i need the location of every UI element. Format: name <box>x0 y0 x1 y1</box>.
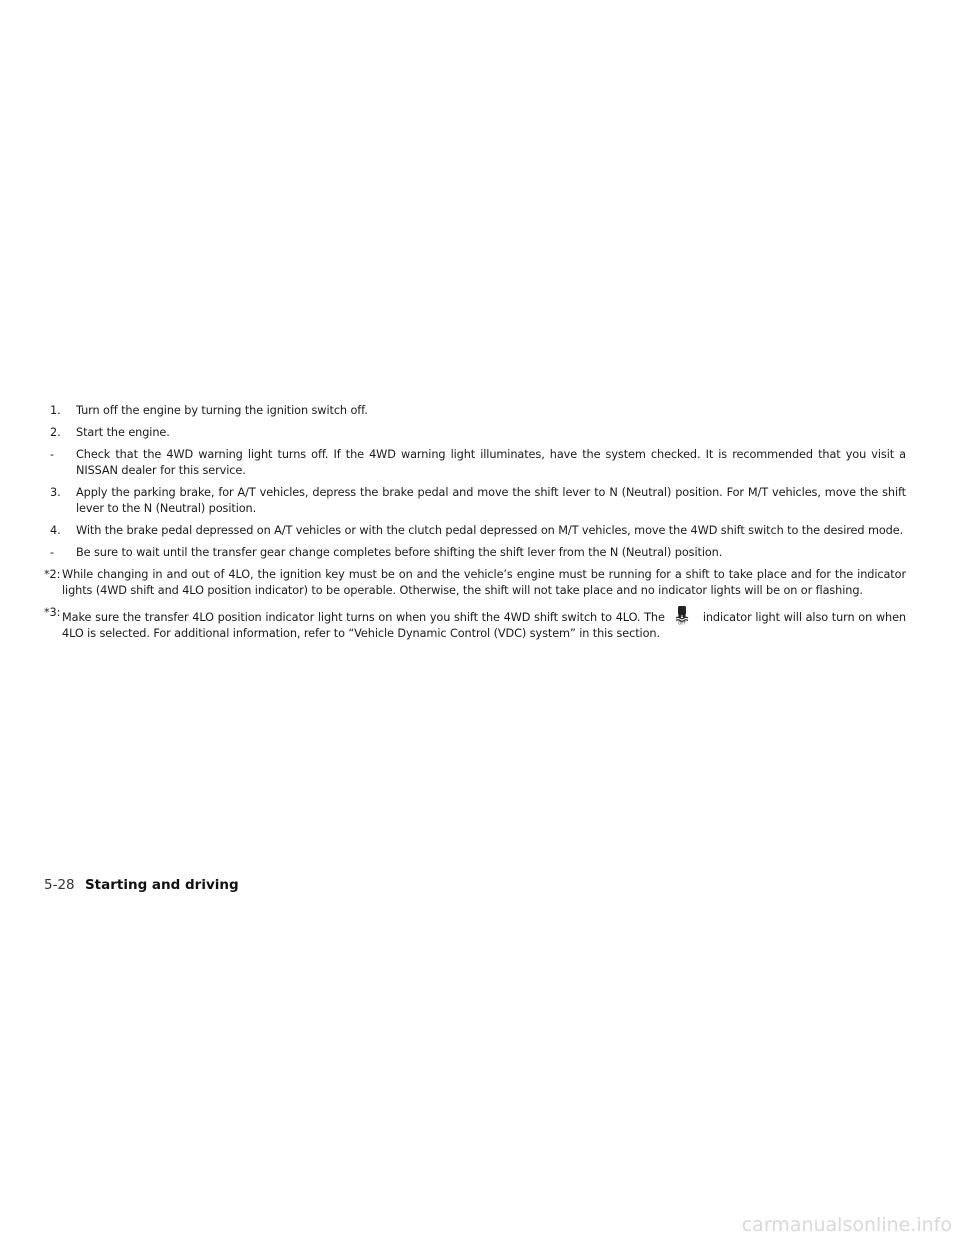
vdc-off-indicator-icon <box>669 605 695 625</box>
step-text: Apply the parking brake, for A/T vehicles, depress the brake pedal and move the shift lever to N (Neutral) position. For M/T vehicles, move the shift lever to the N (Neutral) position. <box>76 486 906 515</box>
step-text: Check that the 4WD warning light turns off. If the 4WD warning light illuminates, have the system checked. It is recommended that you visit a NISSAN dealer for this service. <box>76 448 906 477</box>
svg-text:OFF: OFF <box>678 620 686 625</box>
footnote-text-after-icon: indicator light will also turn on when 4LO is selected. For additional information, refer to “Vehicle Dynamic Control (VDC) system” in this section. <box>62 611 906 640</box>
footnote-text <box>62 605 906 642</box>
footnote-text: While changing in and out of 4LO, the ignition key must be on and the vehicle’s engine must be running for a shift to take place and for the indicator lights (4WD shift and 4LO position indicator) to be operable. Otherwise, the shift will not take place and no indicator lights will be on or flashing. <box>62 568 906 597</box>
page-footer <box>44 877 239 893</box>
watermark: carmanualsonline.info <box>741 1214 952 1236</box>
step-1 <box>44 403 906 419</box>
step-text: Turn off the engine by turning the ignition switch off. <box>76 404 368 417</box>
step-marker: 1. <box>50 404 61 417</box>
footnote-text-before-icon: Make sure the transfer 4LO position indicator light turns on when you shift the 4WD shift switch to 4LO. The <box>62 611 665 624</box>
step-text: Be sure to wait until the transfer gear change completes before shifting the shift lever from the N (Neutral) position. <box>76 546 723 559</box>
footnote-marker: *2: <box>44 568 61 581</box>
section-title: Starting and driving <box>84 877 239 893</box>
step-marker: 3. <box>50 486 61 499</box>
footnote-marker: *3: <box>44 606 61 619</box>
step-3 <box>44 485 906 517</box>
step-text: With the brake pedal depressed on A/T vehicles or with the clutch pedal depressed on M/T vehicles, move the 4WD shift switch to the desired mode. <box>76 524 904 537</box>
step-marker: 2. <box>50 426 61 439</box>
page-number: 5-28 <box>44 877 75 893</box>
step-marker: - <box>50 448 54 461</box>
footnote-3 <box>44 605 906 642</box>
step-wait-transfer <box>44 545 906 561</box>
step-marker: 4. <box>50 524 61 537</box>
step-marker: - <box>50 546 54 559</box>
step-4 <box>44 523 906 539</box>
step-2 <box>44 425 906 441</box>
procedure-notes <box>44 403 906 648</box>
step-text: Start the engine. <box>76 426 170 439</box>
step-check-warning-light <box>44 447 906 479</box>
footnote-2 <box>44 567 906 599</box>
